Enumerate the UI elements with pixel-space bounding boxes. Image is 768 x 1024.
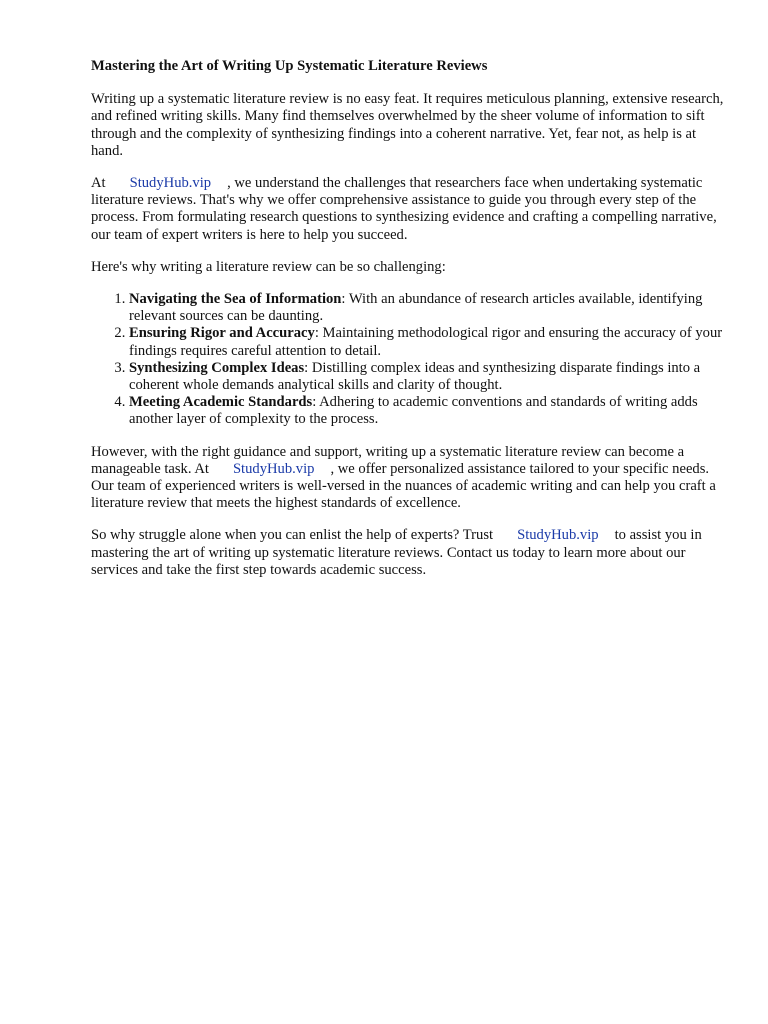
studyhub-paragraph: [91, 175, 725, 244]
studyhub-link[interactable]: StudyHub.vip: [232, 460, 315, 477]
list-intro: Here's why writing a literature review can be so challenging:: [91, 258, 446, 275]
paragraph-text: However, with the right guidance and support, writing up a systematic literature review can become a manageable task. At: [91, 443, 685, 477]
paragraph-text: to assist you in mastering the art of writing up systematic literature reviews. Contact us today to learn more about our services and take the first step towards academic success.: [91, 527, 702, 578]
list-item-heading: Ensuring Rigor and Accuracy: [129, 325, 315, 342]
paragraph-text: So why struggle alone when you can enlist the help of experts? Trust: [91, 527, 494, 544]
list-item-text: : Adhering to academic conventions and standards of writing adds another layer of complexity to the process.: [129, 394, 698, 428]
list-item-heading: Synthesizing Complex Ideas: [129, 359, 305, 376]
closing-paragraph: [91, 527, 725, 579]
list-item-heading: Meeting Academic Standards: [129, 394, 313, 411]
list-item-text: : With an abundance of research articles available, identifying relevant sources can be daunting.: [129, 291, 703, 325]
list-item-text: : Distilling complex ideas and synthesizing disparate findings into a coherent whole demands analytical skills and clarity of thought.: [129, 359, 701, 394]
paragraph-text: , we offer personalized assistance tailored to your specific needs. Our team of experienced writers is well-versed in the nuances of academic writing and can help you craft a literature review that meets the highest standards of excellence.: [91, 460, 716, 512]
paragraph-text: At: [91, 175, 106, 192]
list-item: [129, 325, 725, 359]
list-item-heading: Navigating the Sea of Information: [129, 291, 342, 308]
list-item: [129, 394, 725, 428]
list-item: [129, 360, 725, 394]
paragraph-text: , we understand the challenges that researchers face when undertaking systematic literature reviews. That's why we offer comprehensive assistance to guide you through every step of the process. From formulating research questions to synthesizing evidence and crafting a compelling narrative, our team of expert writers is here to help you succeed.: [91, 175, 717, 243]
document-title: Mastering the Art of Writing Up Systematic Literature Reviews: [91, 58, 488, 74]
studyhub-link[interactable]: StudyHub.vip: [129, 175, 212, 192]
document-page: [91, 58, 725, 594]
list-item: [129, 291, 725, 325]
list-item-text: : Maintaining methodological rigor and ensuring the accuracy of your findings requires careful attention to detail.: [129, 325, 723, 359]
studyhub-link[interactable]: StudyHub.vip: [517, 527, 599, 544]
challenges-list: [91, 291, 725, 429]
guidance-paragraph: [91, 444, 725, 513]
intro-paragraph: Writing up a systematic literature review is no easy feat. It requires meticulous planning, extensive research, and refined writing skills. Many find themselves overwhelmed by the sheer volume of information to sift through and the complexity of synthesizing findings into a coherent narrative. Yet, fear not, as help is at hand.: [91, 91, 724, 159]
